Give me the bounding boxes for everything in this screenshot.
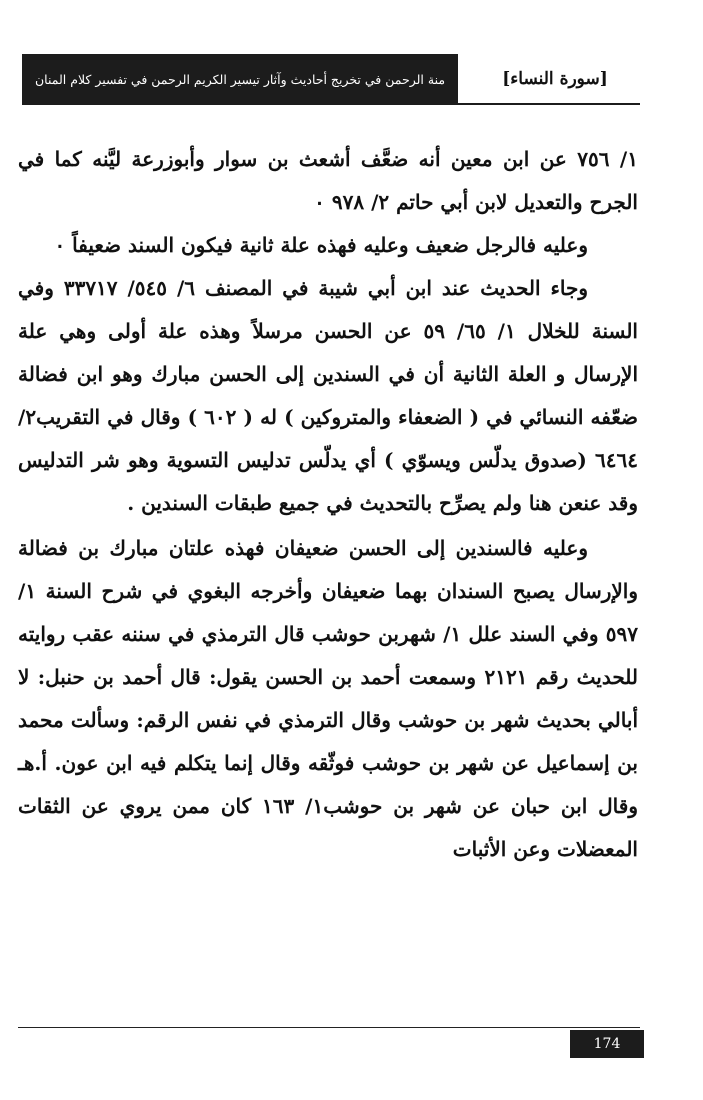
book-title-bar xyxy=(22,54,458,104)
book-title: منة الرحمن في تخريج أحاديث وآثار تيسير الكريم الرحمن في تفسير كلام المنان xyxy=(34,71,446,87)
page-number: 174 xyxy=(570,1030,644,1058)
paragraph-1: ١/ ٧٥٦ عن ابن معين أنه ضعَّف أشعث بن سوار وأبوزرعة ليَّنه كما في الجرح والتعديل لابن أبي حاتم ٢/ ٩٧٨ ٠ xyxy=(18,147,638,214)
running-header xyxy=(22,54,640,104)
header-divider xyxy=(22,103,640,105)
footer-divider xyxy=(18,1027,640,1028)
paragraph-4: وعليه فالسندين إلى الحسن ضعيفان فهذه علتان مبارك بن فضالة والإرسال يصبح السندان بهما ضعيفان وأخرجه البغوي في شرح السنة ١/ ٥٩٧ وفي السند علل ١/ شهربن حوشب قال الترمذي في سننه عقب روايته للحديث رقم ٢١٢١ وسمعت أحمد بن الحسن يقول: قال أحمد بن حنبل: لا أبالي بحديث شهر بن حوشب وقال الترمذي في نفس الرقم: وسألت محمد بن إسماعيل عن شهر بن حوشب فوثّقه وقال إنما يتكلم فيه ابن عون. أ.هـ وقال ابن حبان عن شهر بن حوشب١/ ١٦٣ كان ممن يروي عن الثقات المعضلات وعن الأثبات xyxy=(18,536,639,861)
paragraph-3: وجاء الحديث عند ابن أبي شيبة في المصنف ٦/ ٥٤٥/ ٣٣٧١٧ وفي السنة للخلال ١/ ٦٥/ ٥٩ عن الحسن مرسلاً وهذه علة أولى وهي علة الإرسال و العلة الثانية أن في السندين إلى الحسن مبارك وهو ابن فضالة ضعّفه النسائي في ( الضعفاء والمتروكين ) له ( ٦٠٢ ) وقال في التقريب٢/ ٦٤٦٤ (صدوق يدلّس ويسوّي ) أي يدلّس تدليس التسوية وهو شر التدليس وقد عنعن هنا ولم يصرِّح بالتحديث في جميع طبقات السندين . xyxy=(18,276,638,515)
surah-label: [سورة النساء] xyxy=(502,69,608,89)
page-body xyxy=(18,138,638,871)
paragraph-2: وعليه فالرجل ضعيف وعليه فهذه علة ثانية فيكون السند ضعيفاً ٠ xyxy=(54,233,588,257)
